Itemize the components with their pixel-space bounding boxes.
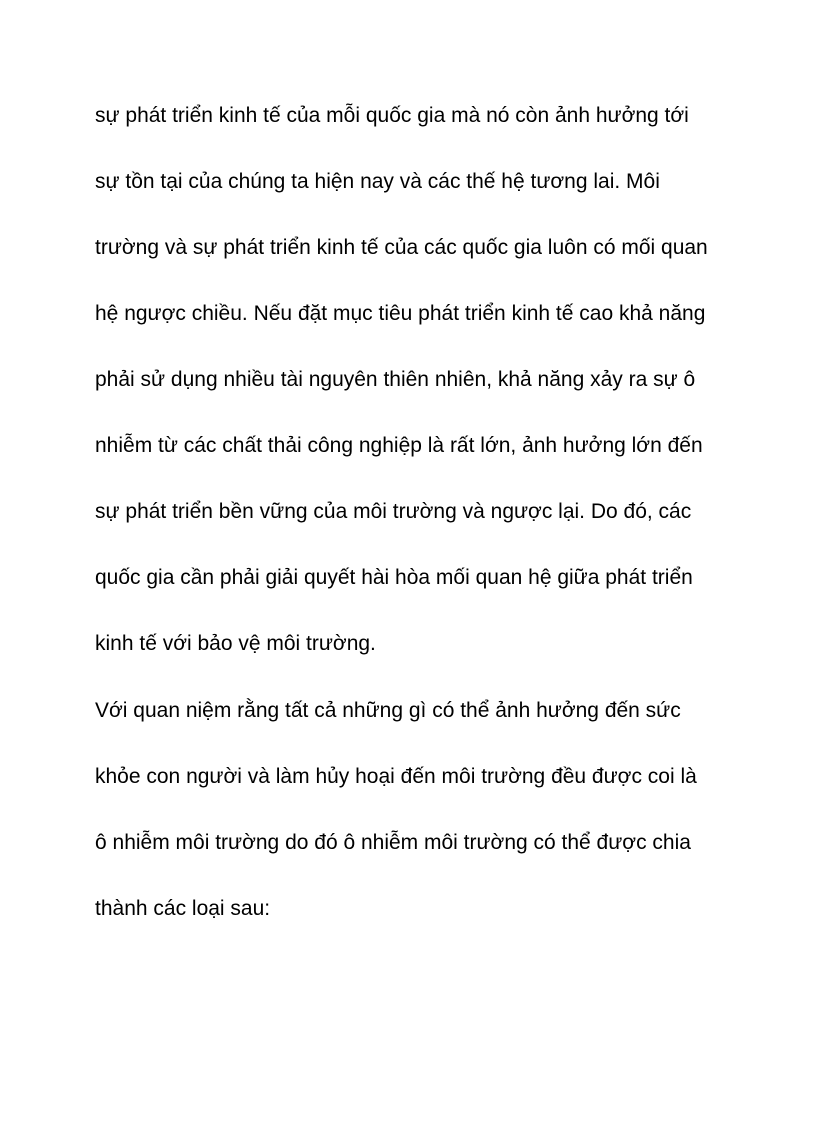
- text-line: Với quan niệm rằng tất cả những gì có thể ảnh hưởng đến sức: [95, 699, 681, 722]
- text-line: sự phát triển bền vững của môi trường và ngược lại. Do đó, các: [95, 500, 692, 523]
- text-line: quốc gia cần phải giải quyết hài hòa mối quan hệ giữa phát triển: [95, 566, 693, 589]
- text-line: kinh tế với bảo vệ môi trường.: [95, 632, 376, 655]
- text-line: trường và sự phát triển kinh tế của các quốc gia luôn có mối quan: [95, 236, 708, 259]
- text-line: thành các loại sau:: [95, 897, 271, 920]
- text-line: hệ ngược chiều. Nếu đặt mục tiêu phát triển kinh tế cao khả năng: [95, 302, 706, 325]
- paragraph-pollution-definition: [95, 697, 735, 961]
- text-line: nhiễm từ các chất thải công nghiệp là rất lớn, ảnh hưởng lớn đến: [95, 434, 703, 457]
- text-line: khỏe con người và làm hủy hoại đến môi trường đều được coi là: [95, 765, 697, 788]
- text-line: sự tồn tại của chúng ta hiện nay và các thế hệ tương lai. Môi: [95, 170, 660, 193]
- text-line: phải sử dụng nhiều tài nguyên thiên nhiên, khả năng xảy ra sự ô: [95, 368, 696, 391]
- text-line: ô nhiễm môi trường do đó ô nhiễm môi trường có thể được chia: [95, 831, 691, 854]
- paragraph-economy-environment: [95, 102, 735, 696]
- text-line: sự phát triển kinh tế của mỗi quốc gia mà nó còn ảnh hưởng tới: [95, 104, 689, 127]
